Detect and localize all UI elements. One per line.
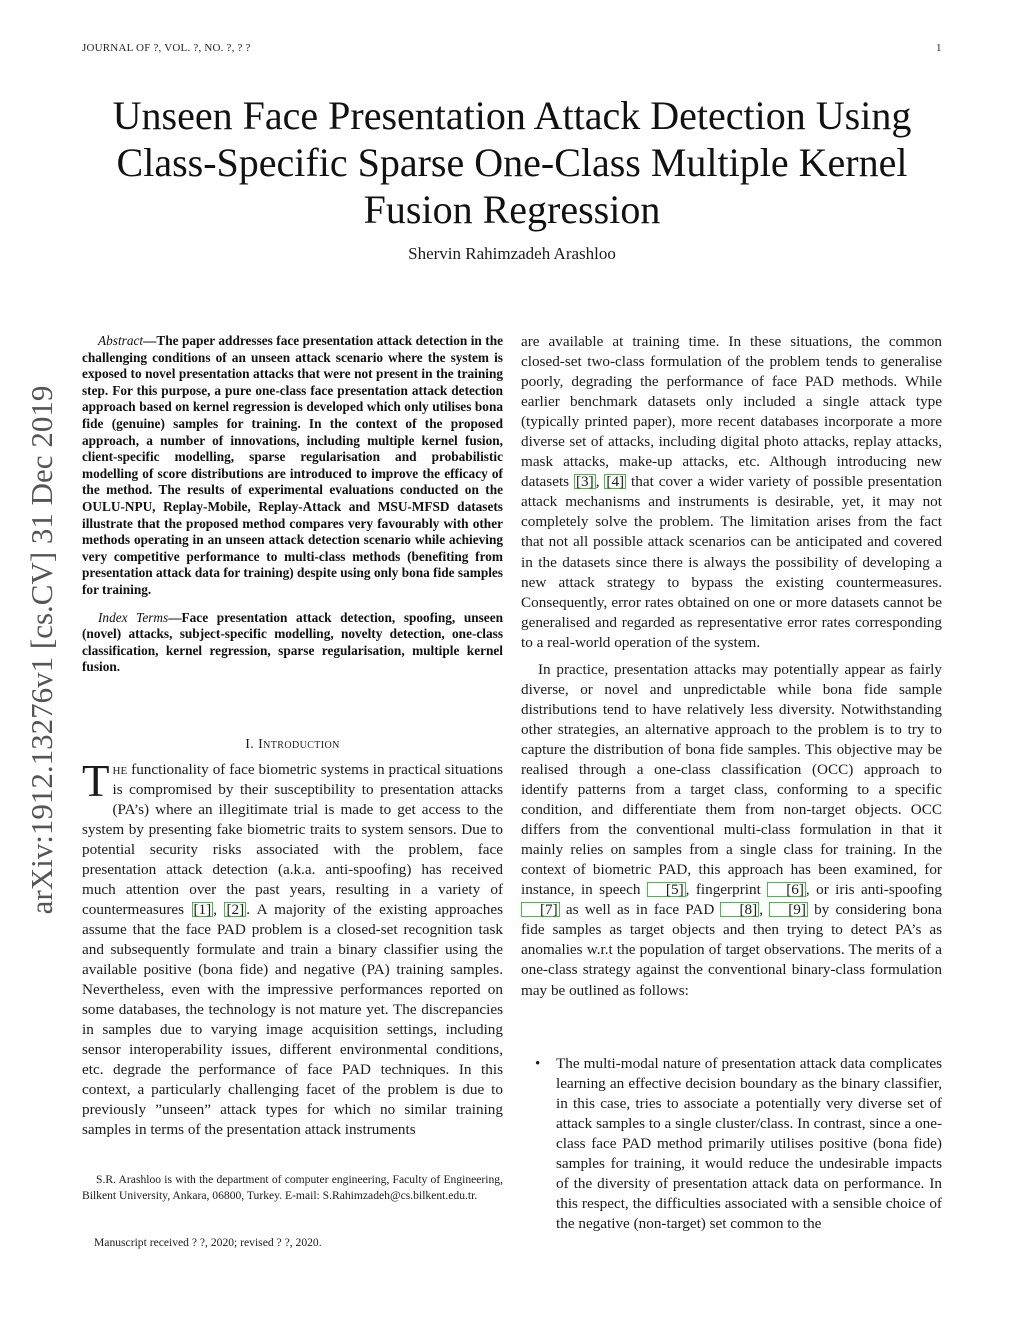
citation-link[interactable]: [8] [720,902,759,917]
drop-cap: T [82,756,110,806]
intro-text-b: . A majority of the existing approaches assume that the face PAD problem is a closed-set recognition task and subsequently formulate and train a binary classifier using the available positive (bona fide) and negative (PA) training samples. Nevertheless, even with the impressive performances reported on some databases, the technology is not mature yet. The discrepancies in samples due to varying image acquisition settings, including sensor interoperability issues, different environmental conditions, etc. degrade the performance of face PAD techniques. In this context, a particularly challenging facet of the problem is due to previously ”unseen” attack types for which no similar training samples in terms of the presentation attack instruments [82,901,503,1138]
text-span: , fingerprint [685,881,768,899]
text-span: that cover a wider variety of possible presentation attack mechanisms and instruments is desirable, yet, it may not completely solve the problem. The limitation arises from the fact that not all possible attack scenarios can be anticipated and covered in the datasets since there is always the possibility of developing a new attack strategy to bypass the existing countermeasures. Consequently, error rates obtained on one or more datasets cannot be generalised and regarded as representative error rates corresponding to a real-world operation of the system. [521,473,942,651]
bullet-icon: • [535,1055,541,1072]
separator: , [759,901,770,919]
affiliation-footnote: S.R. Arashloo is with the department of computer engineering, Faculty of Engineering, Bilkent University, Ankara, 06800, Turkey. E-mail: S.Rahimzadeh@cs.bilkent.edu.tr. [82,1173,503,1202]
running-header: JOURNAL OF ?, VOL. ?, NO. ?, ? ? [82,42,251,54]
section-heading [82,737,503,753]
bullet-list-item [521,1054,942,1254]
citation-link[interactable]: [3] [575,473,594,491]
text-span: In practice, presentation attacks may potentially appear as fairly diverse, or novel and unpredictable while bona fide sample distributions tend to have relatively less diversity. Notwithstanding other strategies, an alternative approach to the problem is to try to capture the distribution of bona fide samples. This objective may be realised through a one-class classification (OCC) approach to identify patterns from a target class, conforming to a specific condition, and differentiate them from non-target objects. OCC differs from the conventional multi-class formulation in that it mainly relies on samples from a single class for training. In the context of biometric PAD, this approach has been examined, for instance, in speech [521,660,942,899]
author-name: Shervin Rahimzadeh Arashloo [408,244,616,263]
paragraph [521,332,942,653]
intro-text-a: functionality of face biometric systems in practical situations is compromised by their susceptibility to presentation attacks (PA’s) where an illegitimate trial is made to get access to the system by presenting fake biometric traits to system sensors. Due to potential security risks associated with the problem, face presentation attack detection (a.k.a. anti-spoofing) has received much attention over the past years, resulting in a variety of countermeasures [82,761,503,918]
text-span: as well as in face PAD [559,901,721,919]
abstract-label: Abstract [98,333,144,348]
index-terms-text: —Face presentation attack detection, spoofing, unseen (novel) attacks, subject-specific modelling, novelty detection, one-class classification, kernel regression, sparse regularisation, multiple kernel fusion. [82,609,503,675]
page-number: 1 [936,42,942,54]
section-number: I. [245,737,255,752]
index-terms-label: Index Terms [98,609,169,625]
text-span: , or iris anti-spoofing [805,881,942,899]
section-title-rest: ntroduction [263,737,340,752]
citation-link[interactable]: [1] [193,901,212,918]
citation-link[interactable]: [5] [647,882,686,897]
citation-link[interactable]: [4] [606,473,625,491]
index-terms [82,610,503,676]
intro-paragraph [82,756,503,1140]
right-column-text [521,332,942,1001]
citation-link[interactable]: [2] [226,901,245,918]
arxiv-identifier: arXiv:1912.13276v1 [cs.CV] 31 Dec 2019 [24,385,59,915]
bullet-text: The multi-modal nature of presentation attack data complicates learning an effective decision boundary as the binary classifier, in this case, tries to associate a potentially very diverse set of attack samples to a single cluster/class. In contrast, since a one-class face PAD method primarily utilises positive (bona fide) samples for training, it would reduce the undesirable impacts of the diversity of presentation attack data on performance. In this respect, the difficulties associated with a sensible choice of the negative (non-target) set common to the [556,1055,942,1232]
citation-link[interactable]: [9] [769,902,808,917]
citation-link[interactable]: [6] [767,882,806,897]
abstract [82,333,503,599]
abstract-block [82,333,503,676]
abstract-text: —The paper addresses face presentation attack detection in the challenging conditions of an unseen attack scenario where the system is exposed to novel presentation attacks that were not present in the training step. For this purpose, a pure one-class face presentation attack detection approach based on kernel regression is developed which only utilises bona fide (genuine) samples for training. In the context of the proposed approach, a number of innovations, including multiple kernel fusion, client-specific modelling, sparse regularisation and probabilistic modelling of score distributions are introduced to improve the efficacy of the method. The results of experimental evaluations conducted on the OULU-NPU, Replay-Mobile, Replay-Attack and MSU-MFSD datasets illustrate that the proposed method compares very favourably with other methods operating in an unseen attack detection scenario while achieving very competitive performance to multi-class methods (benefiting from presentation attack data for training) despite using only bona fide samples for training. [82,333,503,597]
paragraph [521,660,942,1001]
text-span: by considering bona fide samples as target objects and then trying to detect PA’s as anomalies w.r.t the population of target observations. The merits of a one-class strategy against the conventional binary-class formulation may be outlined as follows: [521,901,942,999]
paper-title: Unseen Face Presentation Attack Detection Using Class-Specific Sparse One-Class Multiple Kernel Fusion Regression [112,93,912,232]
introduction-body [82,756,503,1140]
citation-link[interactable]: [7] [521,902,560,917]
manuscript-note: Manuscript received ? ?, 2020; revised ? ?, 2020. [94,1236,322,1249]
separator: , [213,901,225,918]
intro-cap-word: he [112,761,128,778]
text-span: are available at training time. In these situations, the common closed-set two-class formulation of the problem tends to generalise poorly, degrading the performance of face PAD methods. While earlier benchmark datasets only included a single attack type (typically printed paper), more recent databases incorporate a more diverse set of attacks, including digital photo attacks, replay attacks, mask attacks, make-up attacks, etc. Although introducing new datasets [521,333,942,491]
separator: , [595,473,605,491]
section-first-letter: I [258,737,264,752]
